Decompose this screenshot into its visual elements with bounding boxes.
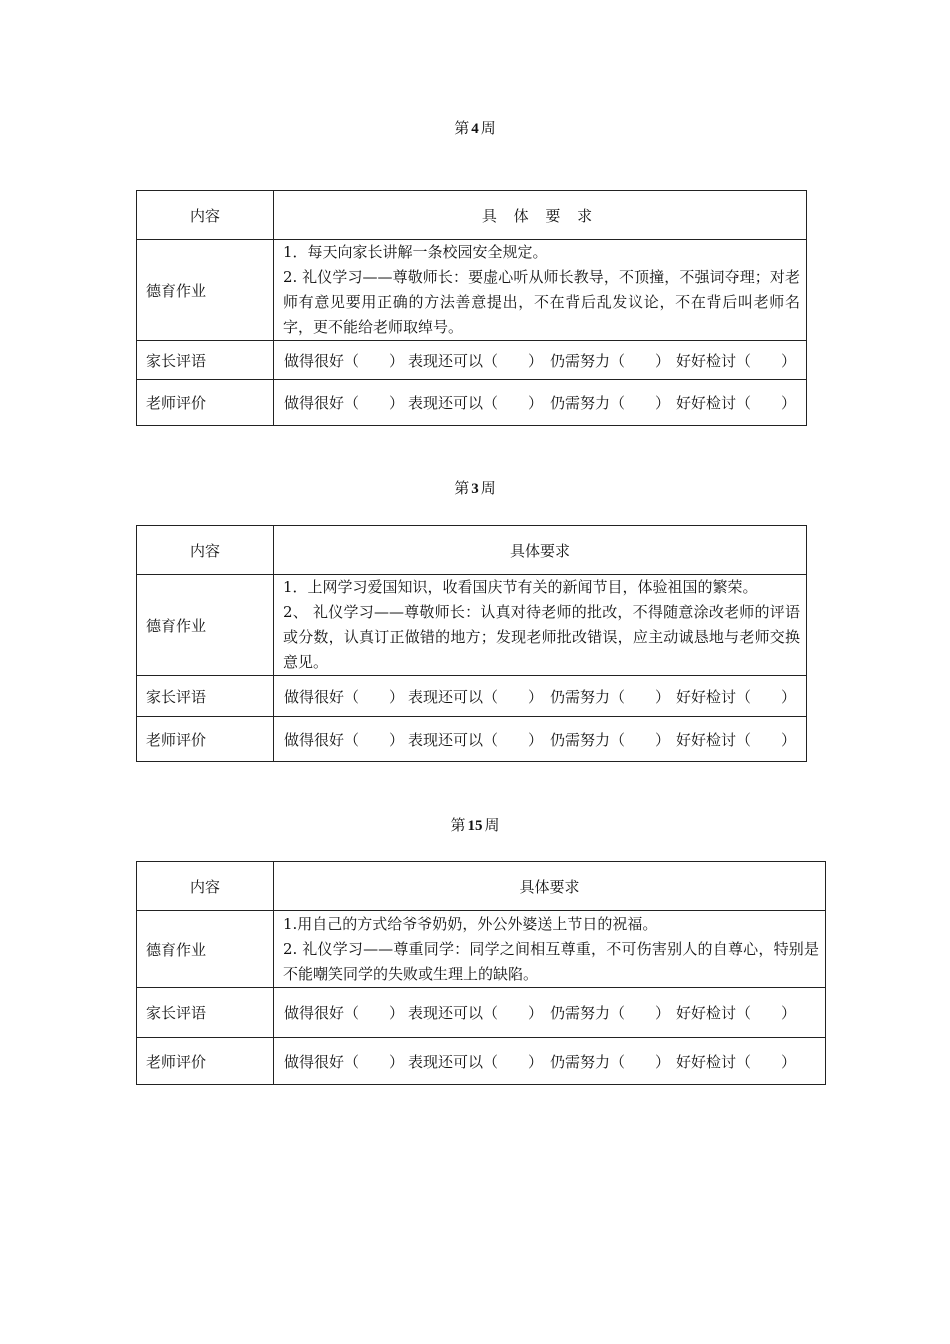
- week-15-title: [0, 815, 950, 836]
- header-content-cell: 内容: [137, 191, 274, 240]
- header-content-cell: 内容: [137, 526, 274, 575]
- teacher-evaluation-options: [274, 1038, 826, 1085]
- teacher-evaluation-options: [274, 717, 807, 762]
- option-very-good[interactable]: 做得很好（ ）: [284, 394, 405, 412]
- option-self-review[interactable]: 好好检讨（ ）: [676, 351, 797, 370]
- requirement-line-2: 2. 礼仪学习——尊敬师长：要虚心听从师长教导，不顶撞，不强词夺理；对老师有意见要用正确的方法善意提出，不在背后乱发议论，不在背后叫老师名字，更不能给老师取绰号。: [283, 268, 800, 336]
- option-needs-effort[interactable]: 仍需努力（ ）: [550, 730, 671, 749]
- week-prefix: 第: [454, 119, 470, 137]
- teacher-evaluation-options: [274, 380, 807, 426]
- moral-homework-requirements: [274, 575, 807, 676]
- requirement-line-1: 1．上网学习爱国知识，收看国庆节有关的新闻节目，体验祖国的繁荣。: [283, 578, 758, 596]
- week-number: 4: [471, 121, 479, 137]
- week-suffix: 周: [480, 479, 496, 497]
- header-requirements-cell: 具体要求: [274, 526, 807, 575]
- requirement-line-1: 1．每天向家长讲解一条校园安全规定。: [283, 243, 548, 261]
- week-15-table: [136, 861, 826, 1085]
- option-acceptable[interactable]: 表现还可以（ ）: [408, 1052, 544, 1071]
- week-number: 15: [467, 818, 483, 834]
- week-prefix: 第: [450, 816, 466, 834]
- option-needs-effort[interactable]: 仍需努力（ ）: [550, 394, 671, 412]
- table-header-row: [137, 526, 807, 575]
- moral-homework-row: [137, 240, 807, 341]
- week-number: 3: [471, 481, 479, 497]
- option-self-review[interactable]: 好好检讨（ ）: [676, 730, 797, 749]
- moral-homework-row: [137, 911, 826, 988]
- teacher-evaluation-label: 老师评价: [137, 1038, 274, 1085]
- moral-homework-label: 德育作业: [137, 911, 274, 988]
- week-3-title: [0, 478, 950, 499]
- parent-comment-row: [137, 988, 826, 1038]
- option-very-good[interactable]: 做得很好（ ）: [284, 351, 405, 370]
- option-needs-effort[interactable]: 仍需努力（ ）: [550, 687, 671, 706]
- header-requirements-cell: 具 体 要 求: [274, 191, 807, 240]
- parent-comment-options: [274, 341, 807, 380]
- option-acceptable[interactable]: 表现还可以（ ）: [408, 730, 544, 749]
- week-suffix: 周: [484, 816, 500, 834]
- parent-comment-label: 家长评语: [137, 988, 274, 1038]
- option-needs-effort[interactable]: 仍需努力（ ）: [550, 1052, 671, 1071]
- moral-homework-row: [137, 575, 807, 676]
- option-self-review[interactable]: 好好检讨（ ）: [676, 687, 797, 706]
- table-header-row: [137, 862, 826, 911]
- week-prefix: 第: [454, 479, 470, 497]
- option-very-good[interactable]: 做得很好（ ）: [284, 1052, 405, 1071]
- teacher-evaluation-row: [137, 1038, 826, 1085]
- header-requirements-cell: 具体要求: [274, 862, 826, 911]
- option-acceptable[interactable]: 表现还可以（ ）: [408, 394, 544, 412]
- requirement-line-2: 2、 礼仪学习——尊敬师长：认真对待老师的批改，不得随意涂改老师的评语或分数，认真订正做错的地方；发现老师批改错误，应主动诚恳地与老师交换意见。: [283, 603, 800, 671]
- option-self-review[interactable]: 好好检讨（ ）: [676, 394, 797, 412]
- option-acceptable[interactable]: 表现还可以（ ）: [408, 687, 544, 706]
- table-header-row: [137, 191, 807, 240]
- teacher-evaluation-row: [137, 380, 807, 426]
- moral-homework-requirements: [274, 911, 826, 988]
- option-very-good[interactable]: 做得很好（ ）: [284, 687, 405, 706]
- week-3-table: [136, 525, 807, 762]
- option-self-review[interactable]: 好好检讨（ ）: [676, 1004, 797, 1022]
- option-very-good[interactable]: 做得很好（ ）: [284, 1004, 405, 1022]
- parent-comment-label: 家长评语: [137, 341, 274, 380]
- moral-homework-label: 德育作业: [137, 240, 274, 341]
- option-acceptable[interactable]: 表现还可以（ ）: [408, 351, 544, 370]
- parent-comment-row: [137, 341, 807, 380]
- teacher-evaluation-label: 老师评价: [137, 717, 274, 762]
- moral-homework-requirements: [274, 240, 807, 341]
- option-acceptable[interactable]: 表现还可以（ ）: [408, 1004, 544, 1022]
- teacher-evaluation-label: 老师评价: [137, 380, 274, 426]
- requirement-line-1: 1.用自己的方式给爷爷奶奶，外公外婆送上节日的祝福。: [283, 914, 658, 933]
- option-very-good[interactable]: 做得很好（ ）: [284, 730, 405, 749]
- parent-comment-label: 家长评语: [137, 676, 274, 717]
- option-needs-effort[interactable]: 仍需努力（ ）: [550, 351, 671, 370]
- parent-comment-options: [274, 676, 807, 717]
- teacher-evaluation-row: [137, 717, 807, 762]
- parent-comment-row: [137, 676, 807, 717]
- requirement-line-2: 2. 礼仪学习——尊重同学：同学之间相互尊重，不可伤害别人的自尊心，特别是不能嘲笑同学的失败或生理上的缺陷。: [283, 939, 819, 983]
- moral-homework-label: 德育作业: [137, 575, 274, 676]
- parent-comment-options: [274, 988, 826, 1038]
- option-self-review[interactable]: 好好检讨（ ）: [676, 1052, 797, 1071]
- week-4-table: [136, 190, 807, 426]
- week-4-title: [0, 118, 950, 139]
- header-content-cell: 内容: [137, 862, 274, 911]
- week-suffix: 周: [480, 119, 496, 137]
- option-needs-effort[interactable]: 仍需努力（ ）: [550, 1004, 671, 1022]
